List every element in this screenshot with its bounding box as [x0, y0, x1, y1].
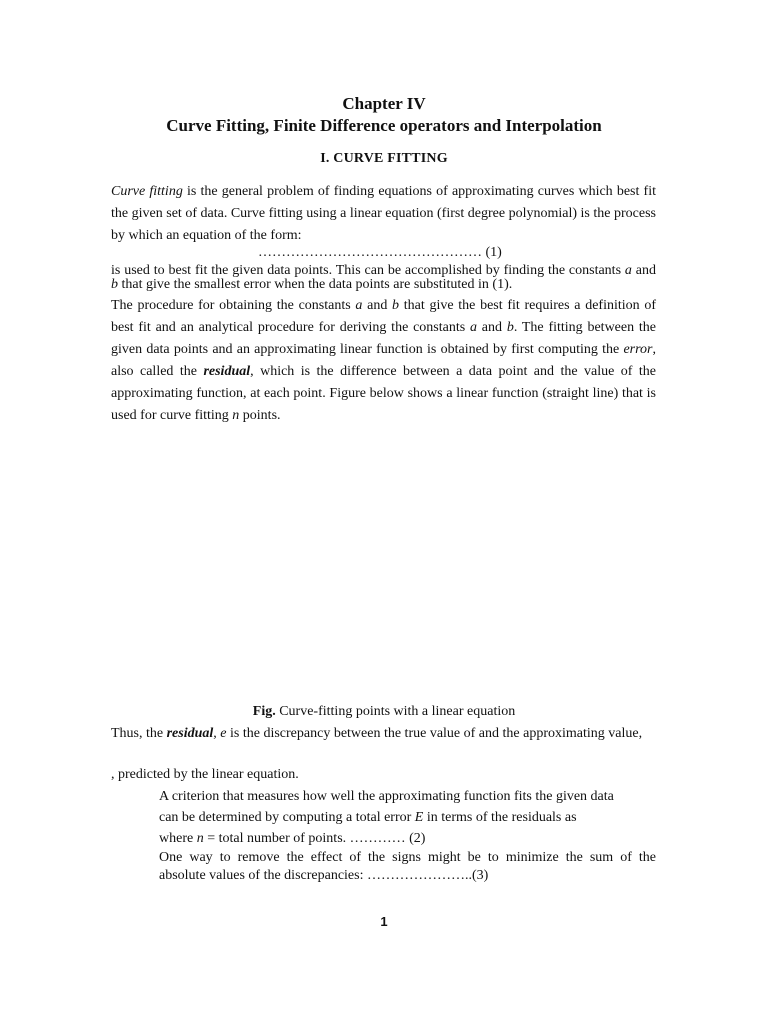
var-a: a: [470, 320, 477, 335]
var-b: b: [111, 277, 118, 292]
section-heading: I. CURVE FITTING: [320, 151, 448, 166]
text-run: and: [477, 320, 507, 335]
criterion-line-2: [159, 807, 659, 828]
text-run: and: [362, 298, 393, 313]
paragraph1-text: is the general problem of finding equations of approximating curves which best fit the given set of data. Curve fitting using a linear equation (first degree polynomial) is the process by which an equation of the form:: [111, 184, 656, 243]
equation-1-dots: …………………………………………: [258, 245, 482, 260]
chapter-subtitle: Curve Fitting, Finite Difference operators and Interpolation: [166, 116, 602, 135]
term-error: error: [623, 342, 653, 357]
paragraph-absolute-values: [159, 849, 656, 885]
paragraph-criterion: [159, 786, 659, 849]
text-run: The procedure for obtaining the constants: [111, 298, 356, 313]
var-E: E: [414, 810, 424, 825]
paragraph-best-fit: [111, 264, 656, 292]
text-run: can be determined by computing a total error: [159, 810, 415, 825]
text-run: . The fitting between the given data points and an approximating linear function is obtained by first computing the: [111, 320, 657, 357]
figure-caption: [0, 704, 768, 720]
text-run: is the discrepancy between the true value of and the approximating value,: [226, 726, 643, 741]
chapter-title: Chapter IV: [342, 94, 426, 113]
equation-1-number: (1): [485, 245, 502, 260]
var-n: n: [232, 408, 240, 423]
text-run: where: [159, 831, 197, 846]
paragraph-procedure: [111, 295, 656, 427]
text-run: ,: [213, 726, 221, 741]
criterion-line-3: [159, 828, 659, 849]
text-run: , which is the difference between a data point and the value of the approximating function, at each point. Figure below shows a linear function (straight line) that is used for curve fitting: [111, 364, 656, 423]
absolute-values-line-1: One way to remove the effect of the signs might be to minimize the sum of the: [159, 850, 656, 865]
criterion-line-1: A criterion that measures how well the approximating function fits the given data: [159, 789, 614, 804]
text-run: points.: [239, 408, 281, 423]
figure-label: Fig.: [252, 704, 276, 719]
figure-caption-text: Curve-fitting points with a linear equation: [275, 704, 516, 719]
var-a: a: [355, 298, 363, 313]
var-a: a: [624, 263, 632, 278]
term-residual: residual: [166, 726, 214, 741]
absolute-values-line-2: absolute values of the discrepancies: …………………..(3): [159, 868, 489, 883]
text-run: = total number of points. ………… (2): [203, 831, 426, 846]
equation-1: [258, 246, 502, 260]
page-number: 1: [380, 914, 388, 929]
paragraph-predicted: , predicted by the linear equation.: [111, 767, 299, 782]
var-b: b: [506, 320, 514, 335]
var-b: b: [392, 298, 400, 313]
var-e: e: [220, 726, 227, 741]
paragraph-residual: [111, 723, 656, 745]
term-curve-fitting: Curve fitting: [111, 184, 183, 199]
text-run: , also called the: [111, 342, 656, 379]
var-n: n: [196, 831, 204, 846]
paragraph-curve-fitting-definition: [111, 181, 656, 247]
text-run: is used to best fit the given data points. This can be accomplished by finding the constants: [111, 263, 625, 278]
text-run: that give the best fit requires a definition of best fit and an analytical procedure for deriving the constants: [111, 298, 657, 335]
text-run: in terms of the residuals as: [423, 810, 577, 825]
text-run: Thus, the: [111, 726, 167, 741]
text-run: that give the smallest error when the data points are substituted in (1).: [118, 277, 513, 292]
text-run: and: [631, 263, 656, 278]
term-residual: residual: [203, 364, 251, 379]
